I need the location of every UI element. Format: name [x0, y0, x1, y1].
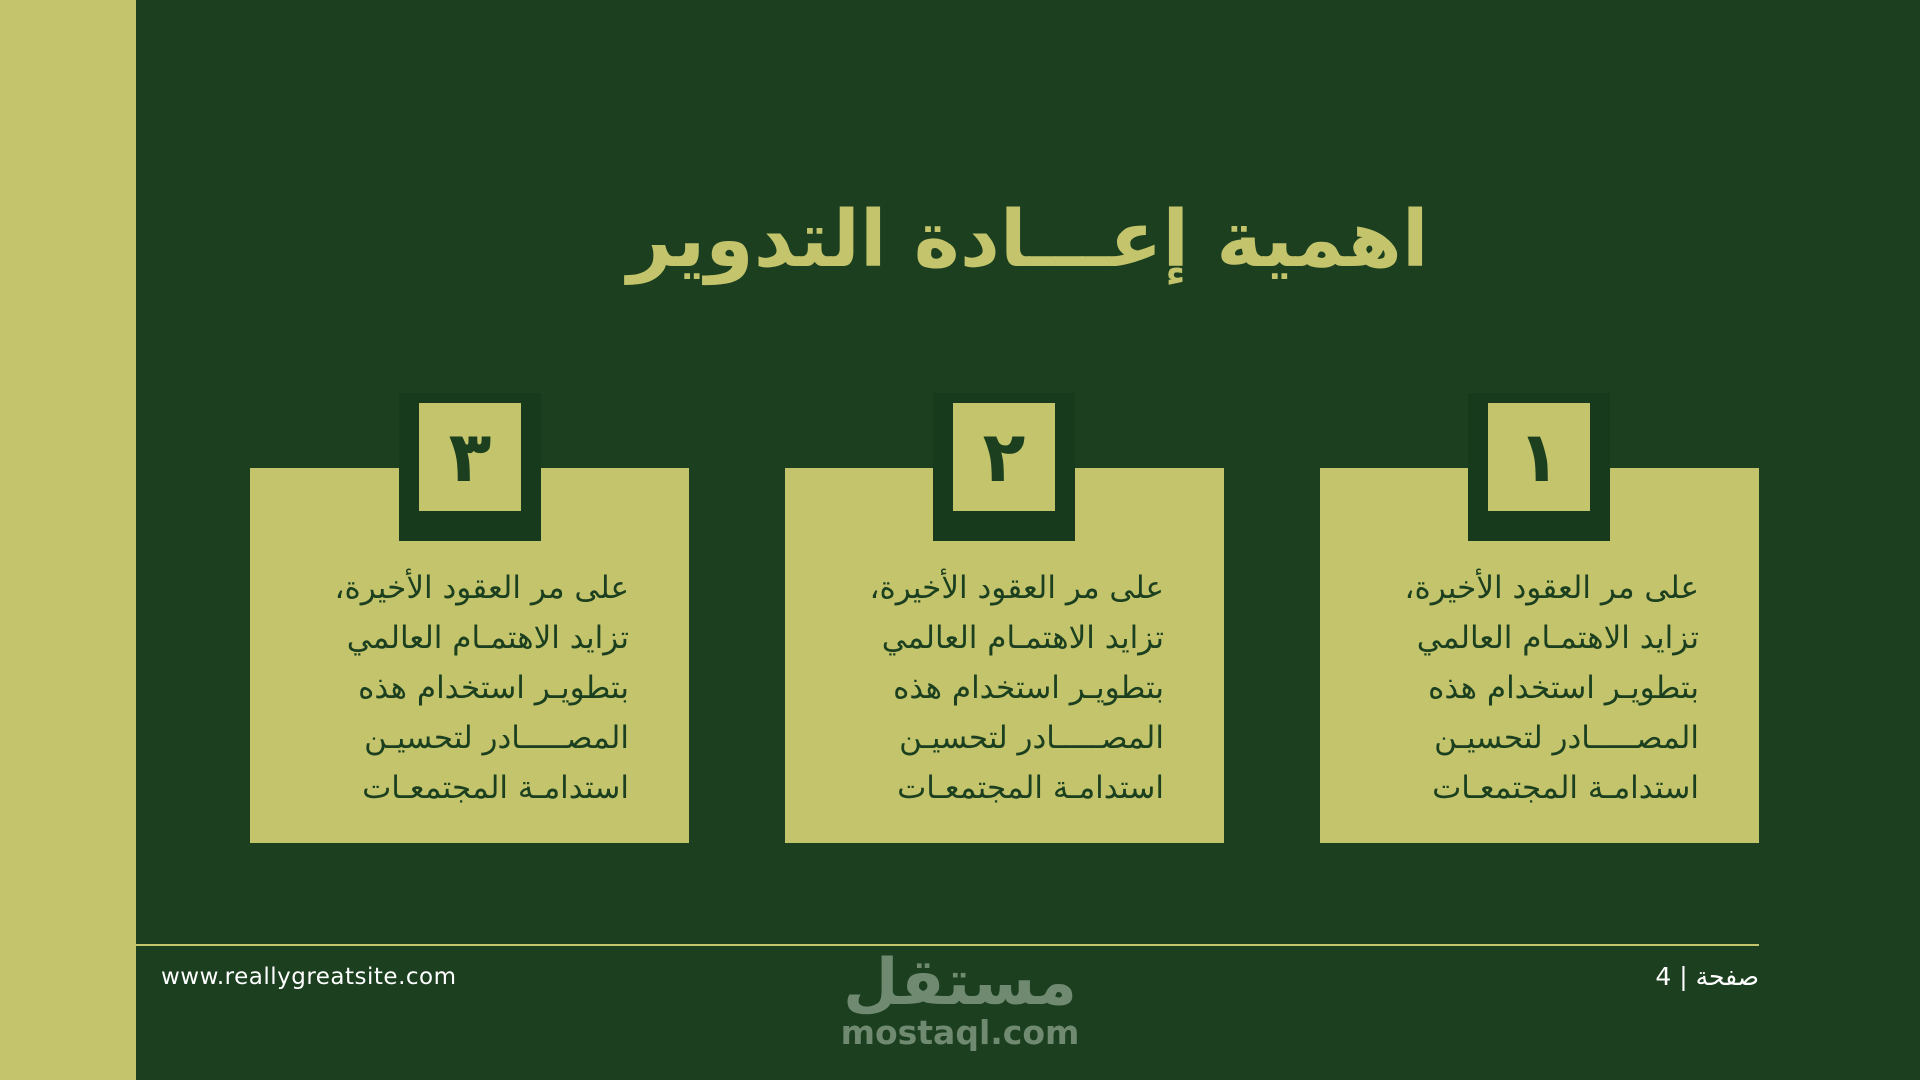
card-1-line-1: على مر العقود الأخيرة،: [1404, 570, 1699, 606]
card-2-line-4: المصـــــادر لتحسيـن: [899, 720, 1164, 756]
card-2-line-3: بتطويـر استخدام هذه: [893, 670, 1164, 706]
card-1-text: [1369, 563, 1699, 813]
card-2-number-tab: [933, 393, 1075, 541]
card-3-line-1: على مر العقود الأخيرة،: [334, 570, 629, 606]
card-3-line-2: تزايد الاهتمـام العالمي: [346, 620, 629, 656]
card-2-line-5: استدامـة المجتمعـات: [897, 770, 1164, 806]
card-2-text: [834, 563, 1164, 813]
watermark-arabic: مستقل: [842, 946, 1078, 1020]
card-3-line-4: المصـــــادر لتحسيـن: [364, 720, 629, 756]
card-1-line-2: تزايد الاهتمـام العالمي: [1416, 620, 1699, 656]
slide-title: اهمية إعـــادة التدوير: [627, 195, 1429, 285]
footer-website: www.reallygreatsite.com: [161, 964, 457, 990]
card-2-number: ٢: [953, 403, 1055, 511]
watermark-logo: [840, 946, 1080, 1052]
card-3-line-5: استدامـة المجتمعـات: [362, 770, 629, 806]
card-1-number-tab: [1468, 393, 1610, 541]
card-3-number: ٣: [419, 403, 521, 511]
side-accent-band: [0, 0, 136, 1080]
card-3-line-3: بتطويـر استخدام هذه: [358, 670, 629, 706]
card-1-number: ١: [1488, 403, 1590, 511]
footer-page-number: صفحة | 4: [1655, 962, 1759, 991]
card-3-number-tab: [399, 393, 541, 541]
card-1-line-3: بتطويـر استخدام هذه: [1428, 670, 1699, 706]
card-1-line-4: المصـــــادر لتحسيـن: [1434, 720, 1699, 756]
card-3-text: [299, 563, 629, 813]
card-1-line-5: استدامـة المجتمعـات: [1432, 770, 1699, 806]
card-2-line-2: تزايد الاهتمـام العالمي: [881, 620, 1164, 656]
card-2-line-1: على مر العقود الأخيرة،: [869, 570, 1164, 606]
watermark-latin: mostaql.com: [840, 1013, 1080, 1052]
